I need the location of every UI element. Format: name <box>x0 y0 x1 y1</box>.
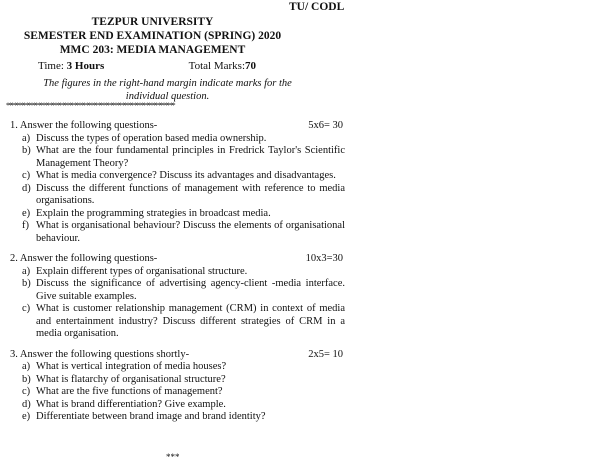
sub-question-label: b) <box>22 278 31 289</box>
question-section <box>10 120 345 245</box>
question-marks: 2x5= 10 <box>308 348 343 360</box>
exam-header <box>0 15 305 57</box>
sub-question-text: What is media convergence? Discuss its advantages and disadvantages. <box>36 170 336 181</box>
prompt-text: 3. Answer the following questions shortly- <box>10 348 190 360</box>
question-prompt <box>10 253 345 266</box>
sub-question-list <box>10 361 345 424</box>
time-value: 3 Hours <box>66 60 105 72</box>
sub-question-list <box>10 266 345 341</box>
sub-question <box>10 278 345 303</box>
sub-question-label: c) <box>22 386 31 397</box>
sub-question-text: What is customer relationship management (CRM) in context of media and entertainment industry? Discuss different strategies of CRM in a media organisation. <box>36 303 345 339</box>
marks-info <box>189 60 256 72</box>
divider: ********************************************************************** <box>6 101 175 110</box>
sub-question <box>10 411 345 424</box>
sub-question-label: e) <box>22 207 31 219</box>
sub-question-label: c) <box>22 170 31 181</box>
sub-question <box>10 266 345 279</box>
questions <box>10 116 345 424</box>
sub-question-text: Differentiate between brand image and brand identity? <box>36 411 266 422</box>
sub-question <box>10 361 345 374</box>
sub-question-text: What are the four fundamental principles in Fredrick Taylor's Scientific Management Theory? <box>36 145 345 169</box>
sub-question-text: What is brand differentiation? Give example. <box>36 398 226 410</box>
sub-question-text: Discuss the significance of advertising agency-client -media interface. Give suitable examples. <box>36 278 345 302</box>
sub-question <box>10 303 345 341</box>
sub-question-label: b) <box>22 145 31 156</box>
prompt-text: 2. Answer the following questions- <box>10 253 158 264</box>
sub-question <box>10 133 345 146</box>
end-mark: *** <box>166 452 180 462</box>
sub-question-text: Explain different types of organisational structure. <box>36 265 248 277</box>
sub-question-label: b) <box>22 373 31 385</box>
question-prompt <box>10 120 345 133</box>
university-name: TEZPUR UNIVERSITY <box>91 16 214 28</box>
prompt-text: 1. Answer the following questions- <box>10 120 158 131</box>
sub-question-list <box>10 133 345 246</box>
sub-question-label: a) <box>22 361 31 372</box>
sub-question-text: Discuss the different functions of management with reference to media organisations. <box>36 182 345 206</box>
sub-question-label: e) <box>22 411 31 422</box>
time-info <box>38 60 104 72</box>
question-section <box>10 253 345 341</box>
marks-value: 70 <box>245 60 256 72</box>
exam-meta <box>38 60 256 72</box>
question-prompt <box>10 349 345 362</box>
course-title: MMC 203: MEDIA MANAGEMENT <box>59 44 246 56</box>
sub-question <box>10 145 345 170</box>
time-label: Time: <box>38 60 67 72</box>
sub-question-text: What is organisational behaviour? Discuss the elements of organisational behaviour. <box>36 220 345 244</box>
sub-question <box>10 399 345 412</box>
sub-question-label: a) <box>22 132 31 144</box>
sub-question <box>10 170 345 183</box>
sub-question-label: a) <box>22 265 31 277</box>
question-section <box>10 349 345 424</box>
sub-question-text: What is vertical integration of media houses? <box>36 361 227 372</box>
sub-question-label: d) <box>22 398 31 410</box>
sub-question <box>10 220 345 245</box>
sub-question <box>10 183 345 208</box>
sub-question-label: f) <box>22 220 29 231</box>
sub-question <box>10 208 345 221</box>
sub-question-text: What is flatarchy of organisational structure? <box>36 373 226 385</box>
question-marks: 10x3=30 <box>305 253 343 264</box>
exam-title: SEMESTER END EXAMINATION (SPRING) 2020 <box>23 30 282 42</box>
instruction-note: The figures in the right-hand margin indicate marks for the individual question. <box>43 78 292 102</box>
sub-question <box>10 386 345 399</box>
sub-question-text: Explain the programming strategies in broadcast media. <box>36 207 271 219</box>
question-marks: 5x6= 30 <box>308 120 343 131</box>
doc-code: TU/ CODL <box>289 1 345 13</box>
sub-question-text: What are the five functions of management? <box>36 386 223 397</box>
sub-question <box>10 374 345 387</box>
sub-question-label: d) <box>22 182 31 194</box>
marks-label: Total Marks: <box>188 60 245 72</box>
sub-question-text: Discuss the types of operation based media ownership. <box>36 132 267 144</box>
sub-question-label: c) <box>22 303 31 314</box>
